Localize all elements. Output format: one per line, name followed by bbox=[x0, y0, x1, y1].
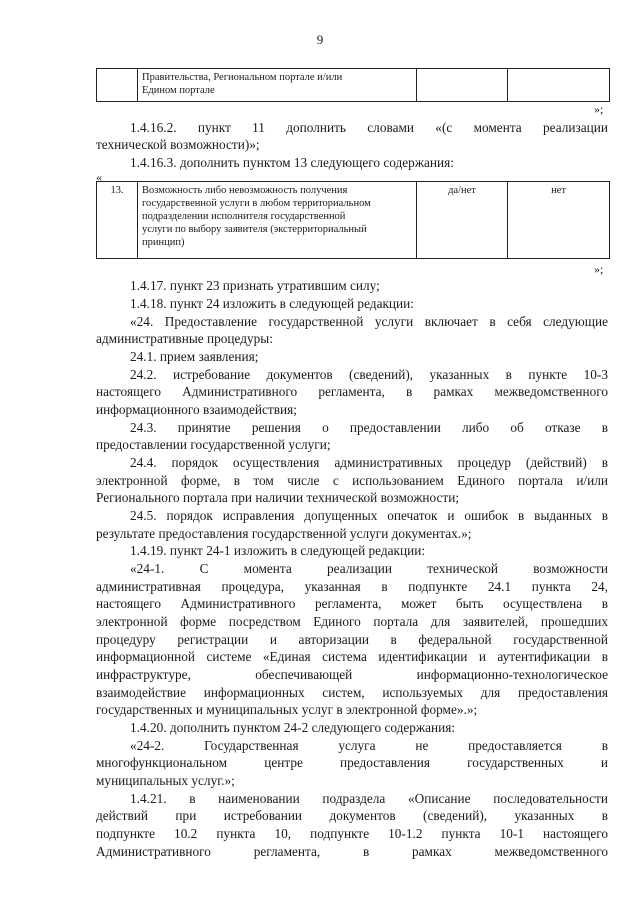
table-cell-col3 bbox=[417, 69, 508, 102]
quote-close: »; bbox=[594, 262, 604, 276]
quote-close: »; bbox=[594, 102, 604, 116]
body-line: 1.4.19. пункт 24-1 изложить в следующей редакции: bbox=[130, 543, 426, 558]
body-line: информационного взаимодействия; bbox=[96, 402, 297, 417]
paragraph-1-4-16-2-line1: 1.4.16.2. пункт 11 дополнить словами «(с момента реализации bbox=[130, 120, 608, 135]
body-line: 24.4. порядок осуществления административных процедур (действий) в bbox=[130, 455, 608, 470]
body-line: «24-1. С момента реализации технической возможности bbox=[130, 561, 608, 576]
body-line: информационной системе «Единая система идентификации и аутентификации в bbox=[96, 649, 608, 664]
description-line: государственной услуги в любом территориальном bbox=[142, 198, 371, 209]
table-cell-description bbox=[138, 69, 417, 102]
description-line: услуги по выбору заявителя (экстерриториальный bbox=[142, 224, 367, 235]
description-line: подразделении исполнителя государственной bbox=[142, 211, 346, 222]
body-line: «24-2. Государственная услуга не предоставляется в bbox=[130, 738, 608, 753]
row-number: 13. bbox=[97, 182, 138, 259]
quote-open: « bbox=[96, 170, 102, 184]
body-line: государственных и муниципальных услуг в электронной форме».»; bbox=[96, 702, 478, 717]
table-cell-text: Едином портале bbox=[142, 85, 215, 96]
body-line: электронной форме, в том числе с использованием Единого портала и/или bbox=[96, 473, 608, 488]
body-line: действий при истребовании документов (сведений), указанных в bbox=[96, 808, 608, 823]
body-line: 24.3. принятие решения о предоставлении либо об отказе в bbox=[130, 420, 608, 435]
table-row bbox=[97, 69, 610, 102]
body-line: административная процедура, указанная в подпункте 24.1 пункта 24, bbox=[96, 579, 608, 594]
table-cell-number bbox=[97, 69, 138, 102]
body-line: 24.5. порядок исправления допущенных опечаток и ошибок в выданных в bbox=[130, 508, 608, 523]
row-col4: нет bbox=[508, 182, 610, 259]
body-line: подпункте 10.2 пункта 10, подпункте 10-1.2 пункта 10-1 настоящего bbox=[96, 826, 608, 841]
body-line: 24.2. истребование документов (сведений), указанных в пункте 10-3 bbox=[130, 367, 608, 382]
body-line: электронной форме посредством Единого портала для заявителей, прошедших bbox=[96, 614, 608, 629]
description-line: Возможность либо невозможность получения bbox=[142, 185, 348, 196]
row-description bbox=[138, 182, 417, 259]
body-line: Административного регламента, в рамках межведомственного bbox=[96, 844, 608, 859]
body-line: взаимодействие информационных систем, используемых для предоставления bbox=[96, 685, 608, 700]
body-line: предоставлении государственной услуги; bbox=[96, 437, 331, 452]
body-line: процедуру регистрации и авторизации в федеральной государственной bbox=[96, 632, 608, 647]
body-line: 1.4.21. в наименовании подраздела «Описание последовательности bbox=[130, 791, 608, 806]
table-cell-text: Правительства, Региональном портале и/или bbox=[142, 72, 343, 83]
table-row bbox=[97, 182, 610, 259]
body-line: административные процедуры: bbox=[96, 331, 273, 346]
row-col3: да/нет bbox=[417, 182, 508, 259]
table-continuation bbox=[96, 68, 610, 102]
body-line: 1.4.17. пункт 23 признать утратившим силу; bbox=[130, 278, 380, 293]
description-line: принцип) bbox=[142, 237, 185, 248]
paragraph-1-4-16-2-line2: технической возможности)»; bbox=[96, 137, 260, 152]
paragraph-1-4-16-3: 1.4.16.3. дополнить пунктом 13 следующего содержания: bbox=[130, 155, 454, 170]
body-line: результате предоставления государственной услуги документах.»; bbox=[96, 526, 472, 541]
page-number: 9 bbox=[316, 32, 324, 47]
body-line: Регионального портала при наличии технической возможности; bbox=[96, 490, 460, 505]
body-line: настоящего Административного регламента, может быть осуществлена в bbox=[96, 596, 608, 611]
body-line: муниципальных услуг.»; bbox=[96, 773, 235, 788]
body-line: инфраструктуре, обеспечивающей информационно-технологическое bbox=[96, 667, 608, 682]
table-row-13 bbox=[96, 181, 610, 259]
body-line: многофункциональном центре предоставления государственных и bbox=[96, 755, 608, 770]
body-line: 1.4.18. пункт 24 изложить в следующей редакции: bbox=[130, 296, 414, 311]
body-line: «24. Предоставление государственной услуги включает в себя следующие bbox=[130, 314, 608, 329]
body-line: 1.4.20. дополнить пунктом 24-2 следующего содержания: bbox=[130, 720, 456, 735]
table-cell-col4 bbox=[508, 69, 610, 102]
body-line: настоящего Административного регламента, в рамках межведомственного bbox=[96, 384, 608, 399]
body-line: 24.1. прием заявления; bbox=[130, 349, 259, 364]
